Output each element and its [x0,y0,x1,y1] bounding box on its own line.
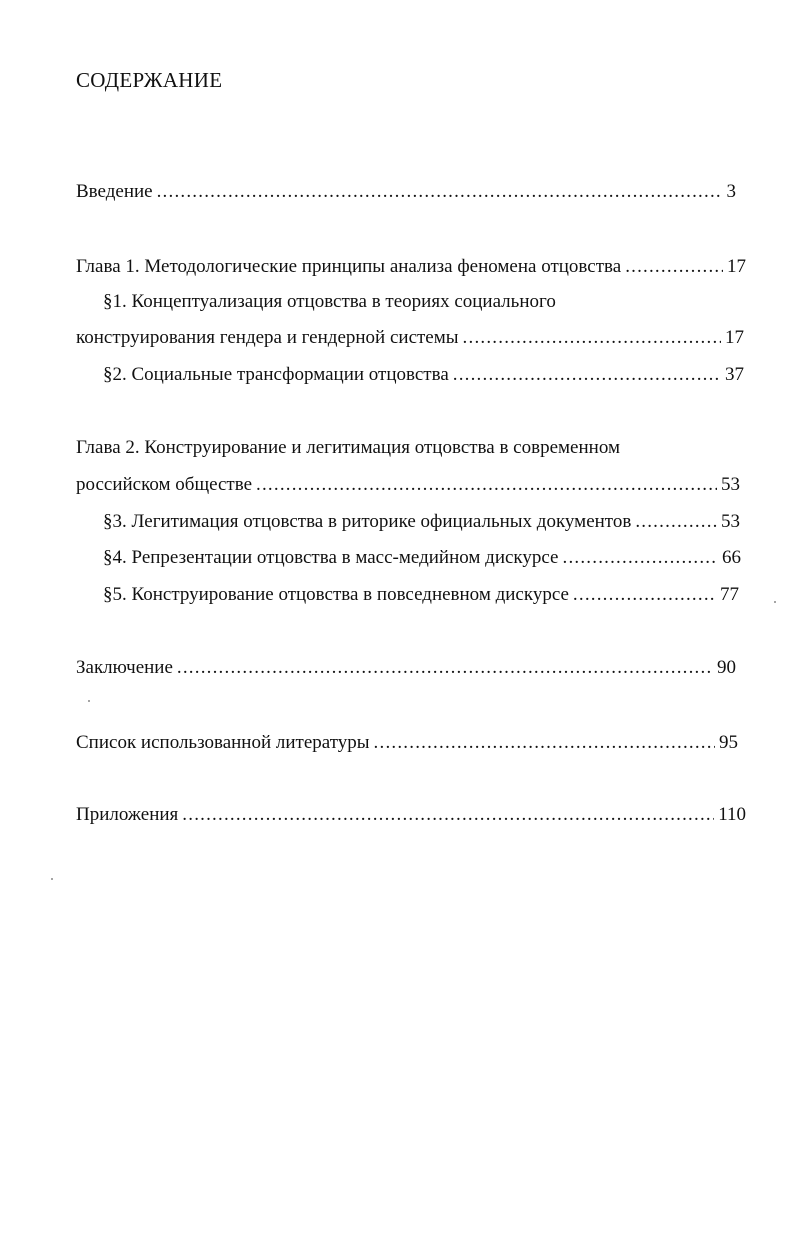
toc-page-number: 66 [722,547,741,568]
toc-page-number: 53 [721,474,740,495]
toc-page-number: 95 [719,732,738,753]
toc-leader-dots [157,180,723,204]
toc-leader-dots [625,255,723,279]
toc-entry-appendix[interactable] [76,803,746,827]
toc-entry-conclusion[interactable] [76,656,736,680]
toc-entry-label: Введение [76,181,153,202]
toc-page-number: 77 [720,584,739,605]
toc-page-number: 17 [727,256,746,277]
toc-entry-label: Глава 1. Методологические принципы анализа феномена отцовства [76,256,622,277]
toc-entry-label: §3. Легитимация отцовства в риторике официальных документов [103,511,632,532]
toc-entry-section-2[interactable] [103,363,744,387]
page-title: СОДЕРЖАНИЕ [76,68,223,92]
toc-entry-label: §2. Социальные трансформации отцовства [103,364,449,385]
toc-leader-dots [635,510,717,534]
toc-leader-dots [182,803,714,827]
toc-entry-chapter-1[interactable] [76,255,746,279]
toc-entry-section-1-line1: §1. Концептуализация отцовства в теориях социального [103,291,556,312]
scan-speck [51,878,53,880]
toc-page-number: 110 [718,804,746,825]
toc-entry-section-1[interactable] [76,326,744,350]
toc-entry-label: §5. Конструирование отцовства в повседневном дискурсе [103,584,569,605]
toc-entry-label: Заключение [76,657,173,678]
toc-page-number: 37 [725,364,744,385]
toc-entry-section-3[interactable] [103,510,740,534]
toc-page-number: 90 [717,657,736,678]
toc-entry-label: российском обществе [76,474,253,495]
scan-speck [88,700,90,702]
toc-page-number: 17 [725,327,744,348]
toc-entry-label: Приложения [76,804,179,825]
toc-entry-chapter-2-line1: Глава 2. Конструирование и легитимация отцовства в современном [76,437,620,458]
toc-leader-dots [563,546,719,570]
toc-entry-references[interactable] [76,731,738,755]
toc-entry-section-5[interactable] [103,583,739,607]
toc-leader-dots [463,326,721,350]
toc-leader-dots [573,583,716,607]
toc-leader-dots [177,656,713,680]
toc-entry-label: Список использованной литературы [76,732,370,753]
scan-speck [774,601,776,603]
toc-entry-section-4[interactable] [103,546,741,570]
toc-page-number: 53 [721,511,740,532]
toc-entry-introduction[interactable] [76,180,736,204]
toc-entry-label: §4. Репрезентации отцовства в масс-медийном дискурсе [103,547,559,568]
toc-leader-dots [453,363,721,387]
toc-entry-chapter-2[interactable] [76,473,740,497]
toc-entry-label: конструирования гендера и гендерной системы [76,327,459,348]
toc-leader-dots [256,473,717,497]
toc-leader-dots [374,731,715,755]
toc-page-number: 3 [726,181,736,202]
